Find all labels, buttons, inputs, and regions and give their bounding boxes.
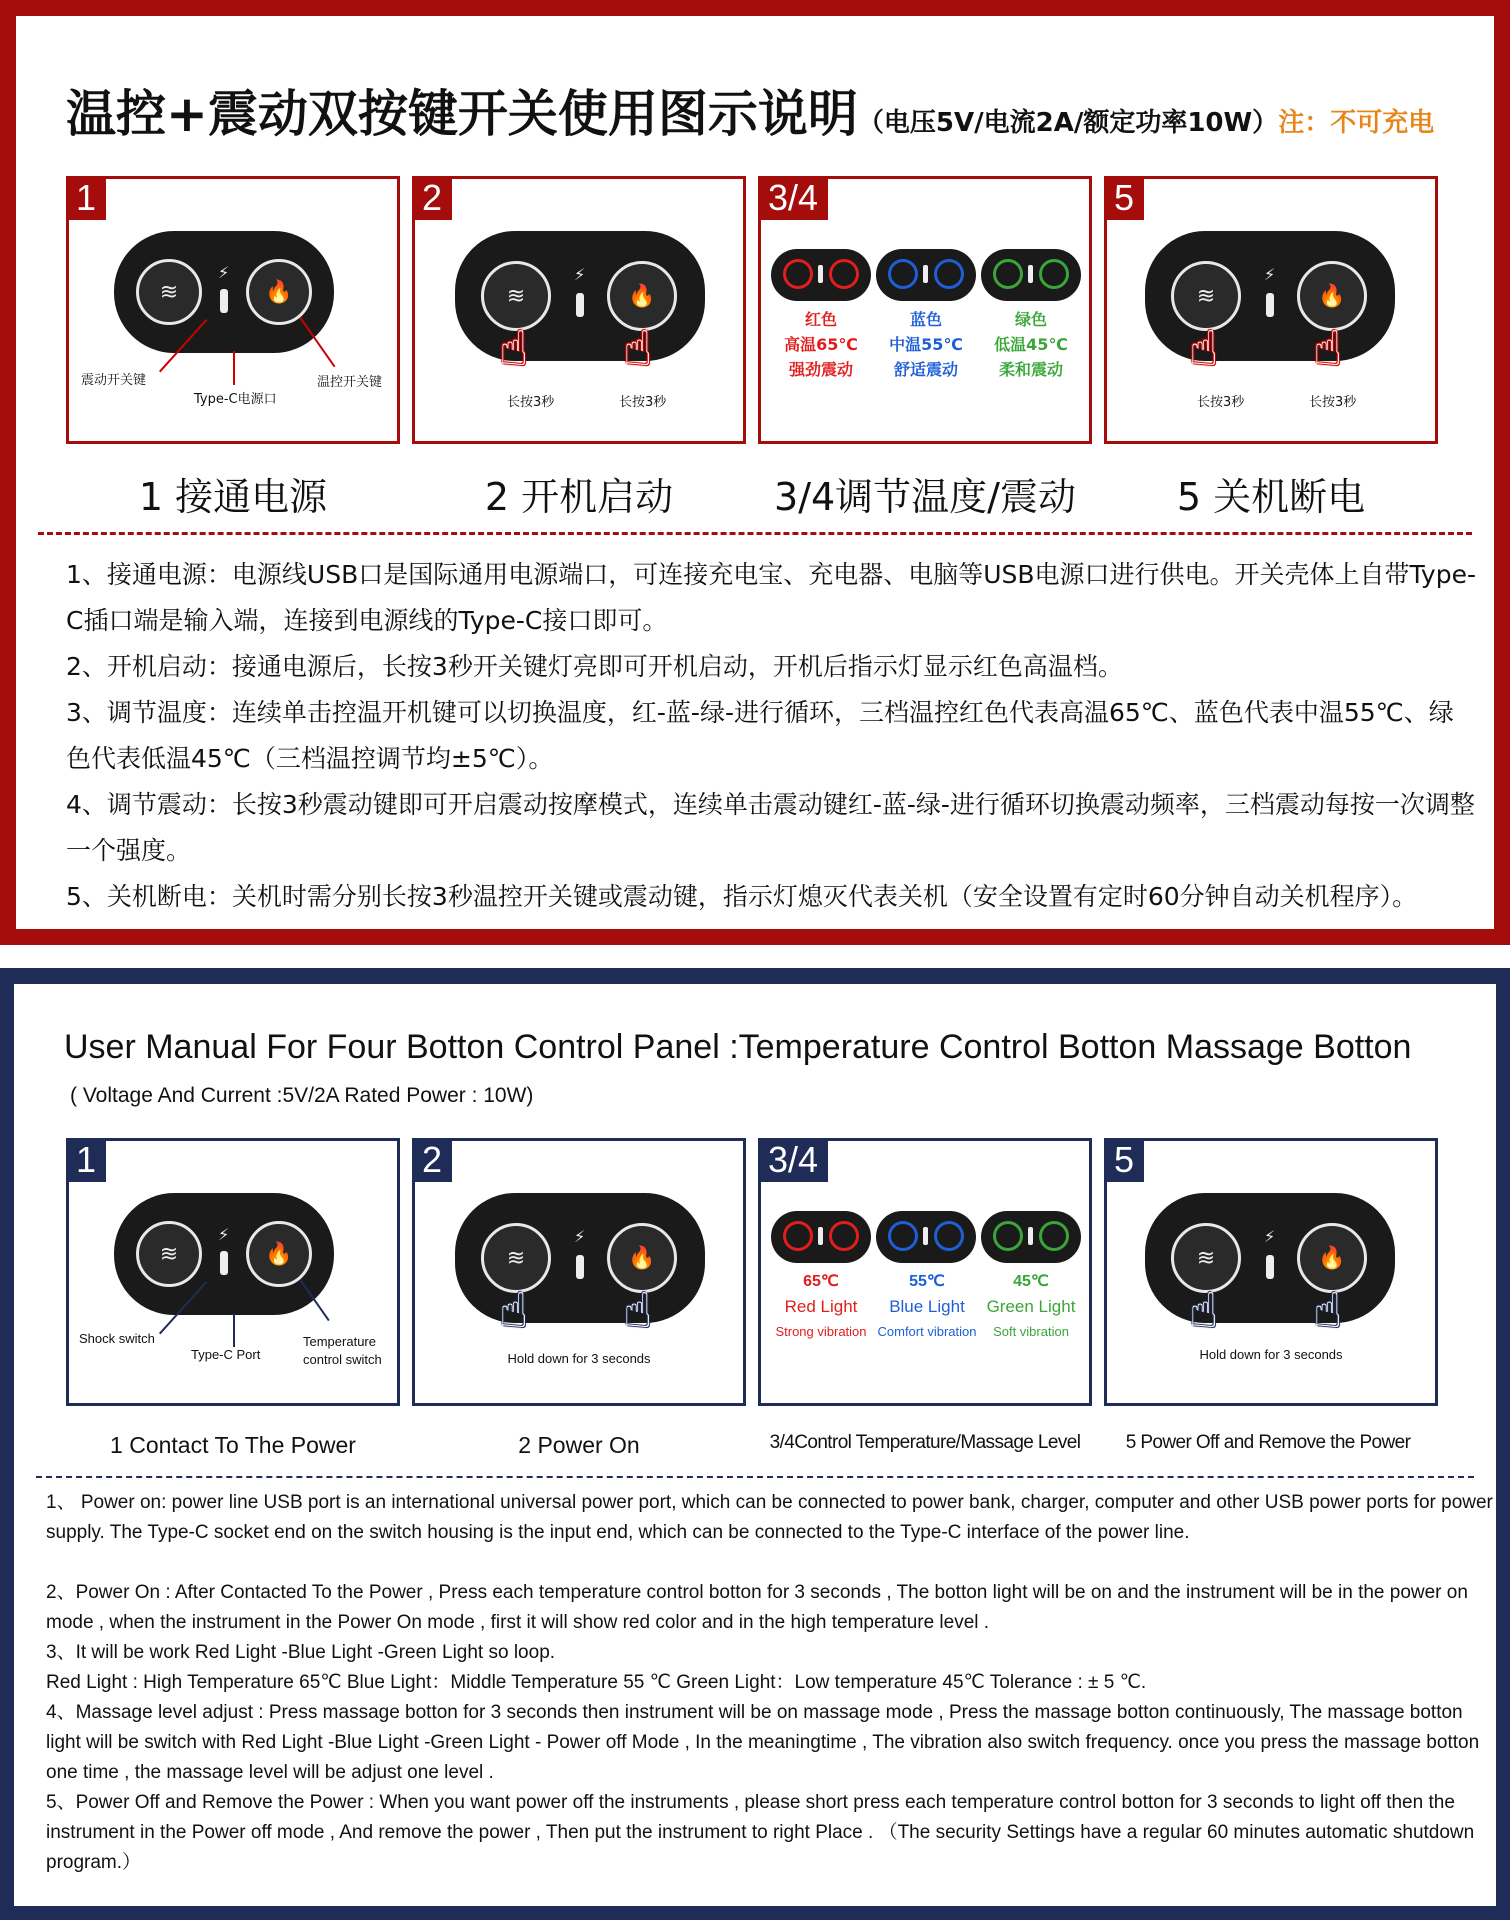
caption-step-3-4-en: 3/4Control Temperature/Massage Level bbox=[769, 1432, 1081, 1453]
mode-vibration: Soft vibration bbox=[993, 1324, 1069, 1339]
page-title bbox=[66, 74, 1434, 146]
mode-vibration: 柔和震动 bbox=[998, 360, 1063, 379]
green-ring bbox=[1039, 1221, 1069, 1251]
mini-device-red bbox=[771, 1211, 871, 1263]
vibration-icon: ≋ bbox=[1196, 283, 1216, 309]
green-ring bbox=[993, 1221, 1023, 1251]
flame-icon: 🔥 bbox=[628, 1245, 656, 1271]
instruction-3-detail-en: Red Light : High Temperature 65℃ Blue Light：Middle Temperature 55 ℃ Green Light：Low temperature 45℃ Tolerance : ± 5 ℃. bbox=[46, 1672, 1147, 1693]
mini-device-blue bbox=[876, 249, 976, 301]
step-number: 3/4 bbox=[758, 1138, 828, 1182]
mode-temp: 中温55℃ bbox=[889, 335, 963, 354]
blue-ring bbox=[934, 259, 964, 289]
mode-vibration: 舒适震动 bbox=[893, 360, 958, 379]
type-c-port-icon bbox=[923, 1227, 928, 1245]
flame-icon: 🔥 bbox=[1318, 1245, 1346, 1271]
caption-step-5: 5 关机断电 bbox=[1176, 475, 1366, 519]
mini-device-blue bbox=[876, 1211, 976, 1263]
type-c-port-icon bbox=[220, 1251, 228, 1275]
blue-ring bbox=[888, 259, 918, 289]
panel-connect-power bbox=[66, 176, 400, 444]
mode-temp: 55℃ bbox=[909, 1273, 945, 1290]
lightning-icon: ⚡ bbox=[574, 1227, 586, 1246]
step-number: 3/4 bbox=[758, 176, 828, 220]
english-content bbox=[14, 984, 1496, 1906]
step-number: 1 bbox=[66, 1138, 106, 1182]
switch-device bbox=[1145, 1193, 1395, 1323]
panel-power-on bbox=[412, 176, 746, 444]
type-c-port-icon bbox=[818, 265, 823, 283]
type-c-port-icon bbox=[1266, 293, 1274, 317]
lightning-icon: ⚡ bbox=[218, 263, 230, 282]
step-number: 2 bbox=[412, 1138, 452, 1182]
type-c-port-icon bbox=[818, 1227, 823, 1245]
caption-step-5-en: 5 Power Off and Remove the Power bbox=[1125, 1432, 1411, 1453]
mode-color: 蓝色 bbox=[909, 310, 942, 329]
blue-ring bbox=[888, 1221, 918, 1251]
spec-subtitle-en: ( Voltage And Current :5V/2A Rated Power : 10W) bbox=[70, 1084, 534, 1107]
type-c-port-icon bbox=[576, 1255, 584, 1279]
mode-blue-text bbox=[871, 1269, 983, 1344]
lightning-icon: ⚡ bbox=[574, 265, 586, 284]
finger-press-icon: ☝ bbox=[499, 1283, 529, 1339]
mode-light: Red Light bbox=[784, 1297, 858, 1316]
vibration-switch-label: 震动开关键 bbox=[81, 373, 147, 388]
switch-device bbox=[114, 231, 334, 353]
caption-step-2-en: 2 Power On bbox=[518, 1432, 640, 1458]
finger-press-icon: ☝ bbox=[623, 321, 653, 377]
mode-red-text bbox=[771, 307, 871, 382]
english-section bbox=[0, 968, 1510, 1920]
page-title-en: User Manual For Four Botton Control Panel :Temperature Control Botton Massage Botton bbox=[64, 1028, 1412, 1066]
panel-power-off-en bbox=[1104, 1138, 1438, 1406]
warning-note: 注：不可充电 bbox=[1278, 108, 1435, 138]
spec-text: （电压5V/电流2A/额定功率10W） bbox=[857, 108, 1279, 138]
instruction-4-en: 4、Massage level adjust : Press massage botton for 3 seconds then instrument will be on massage mode , Press the massage botton continuously, The massage botton light will be switch with Red Light -Blue Light -Green Light - Power off Mode , In the meaningtime , The vibration also switch frequency. once you press the massage botton one time , the massage level will be adjust one level . bbox=[46, 1702, 1480, 1783]
finger-press-icon: ☝ bbox=[1313, 321, 1343, 377]
instruction-2-en: 2、Power On : After Contacted To the Power , Press each temperature control botton for 3 seconds , The botton light will be on and the instrument will be in the power on mode , when the instrument in the Power On mode , first it will show red color and in the high temperature level . bbox=[46, 1582, 1468, 1633]
flame-icon: 🔥 bbox=[265, 279, 293, 305]
flame-icon: 🔥 bbox=[628, 283, 656, 309]
mode-vibration: 强劲震动 bbox=[788, 360, 853, 379]
type-c-port-icon bbox=[576, 293, 584, 317]
mode-blue-text bbox=[876, 307, 976, 382]
pointer-line bbox=[233, 351, 235, 385]
step-number: 2 bbox=[412, 176, 452, 220]
hold-3s-label: Hold down for 3 seconds bbox=[507, 1351, 651, 1366]
instruction-1-en: 1、 Power on: power line USB port is an international universal power port, which can be connected to power bank, charger, computer and other USB power ports for power supply. The Type-C socket end on the switch housing is the input end, which can be connected to the Type-C interface of the power line. bbox=[46, 1492, 1493, 1543]
dashed-divider bbox=[38, 532, 1472, 535]
vibration-button bbox=[136, 1221, 202, 1287]
type-c-port-icon bbox=[1028, 265, 1033, 283]
switch-device bbox=[455, 231, 705, 361]
mode-temp: 高温65℃ bbox=[784, 335, 858, 354]
instruction-5-en: 5、Power Off and Remove the Power : When you want power off the instruments , please short press each temperature control botton for 3 seconds to light off then the instrument in the Power off mode , And remove the power , Then put the instrument to right Place . （The security Settings have a regular 60 minutes automatic shutdown program.） bbox=[46, 1792, 1475, 1873]
step-number: 1 bbox=[66, 176, 106, 220]
mode-light: Blue Light bbox=[889, 1297, 965, 1316]
title-text: 温控+震动双按键开关使用图示说明 bbox=[66, 85, 858, 143]
mode-green-text bbox=[981, 307, 1081, 382]
finger-press-icon: ☝ bbox=[499, 321, 529, 377]
type-c-port-icon bbox=[1028, 1227, 1033, 1245]
instruction-3: 3、调节温度：连续单击控温开机键可以切换温度，红-蓝-绿-进行循环，三档温控红色代表高温65℃、蓝色代表中温55℃、绿色代表低温45℃（三档温控调节均±5℃）。 bbox=[66, 698, 1454, 773]
mode-color: 绿色 bbox=[1014, 310, 1047, 329]
hold-3s-label-right: 长按3秒 bbox=[1309, 395, 1357, 410]
vibration-icon: ≋ bbox=[159, 1241, 179, 1267]
heat-button bbox=[246, 259, 312, 325]
temperature-switch-label: Temperature control switch bbox=[303, 1334, 382, 1367]
flame-icon: 🔥 bbox=[265, 1241, 293, 1267]
mini-device-green bbox=[981, 249, 1081, 301]
blue-ring bbox=[934, 1221, 964, 1251]
mode-color: 红色 bbox=[804, 310, 837, 329]
green-ring bbox=[993, 259, 1023, 289]
finger-press-icon: ☝ bbox=[1313, 1283, 1343, 1339]
caption-step-1: 1 接通电源 bbox=[138, 475, 328, 519]
finger-press-icon: ☝ bbox=[1189, 1283, 1219, 1339]
red-ring bbox=[829, 1221, 859, 1251]
dashed-divider bbox=[36, 1476, 1474, 1478]
type-c-port-icon bbox=[220, 289, 228, 313]
mode-temp: 65℃ bbox=[803, 1273, 839, 1290]
flame-icon: 🔥 bbox=[1318, 283, 1346, 309]
switch-device bbox=[1145, 231, 1395, 361]
lightning-icon: ⚡ bbox=[1264, 265, 1276, 284]
mini-device-red bbox=[771, 249, 871, 301]
caption-step-2: 2 开机启动 bbox=[484, 475, 674, 519]
mode-temp: 低温45℃ bbox=[994, 335, 1068, 354]
panel-connect-power-en bbox=[66, 1138, 400, 1406]
vibration-icon: ≋ bbox=[1196, 1245, 1216, 1271]
mode-green-text bbox=[975, 1269, 1087, 1344]
chinese-content bbox=[16, 16, 1494, 929]
finger-press-icon: ☝ bbox=[623, 1283, 653, 1339]
vibration-button bbox=[136, 259, 202, 325]
mode-vibration: Strong vibration bbox=[775, 1324, 867, 1339]
caption-step-1-en: 1 Contact To The Power bbox=[110, 1432, 356, 1458]
hold-3s-label: Hold down for 3 seconds bbox=[1199, 1347, 1343, 1362]
pointer-line bbox=[233, 1313, 235, 1347]
step-number: 5 bbox=[1104, 176, 1144, 220]
type-c-port-icon bbox=[1266, 1255, 1274, 1279]
instruction-2: 2、开机启动：接通电源后，长按3秒开关键灯亮即可开机启动，开机后指示灯显示红色高温档。 bbox=[66, 652, 1123, 681]
vibration-icon: ≋ bbox=[506, 1245, 526, 1271]
mode-temp: 45℃ bbox=[1013, 1273, 1049, 1290]
type-c-port-label: Type-C电源口 bbox=[194, 392, 277, 407]
type-c-port-label: Type-C Port bbox=[191, 1347, 261, 1362]
instruction-4: 4、调节震动：长按3秒震动键即可开启震动按摩模式，连续单击震动键红-蓝-绿-进行循环切换震动频率，三档震动每按一次调整一个强度。 bbox=[66, 790, 1475, 865]
section-gap bbox=[0, 945, 1510, 968]
vibration-icon: ≋ bbox=[159, 279, 179, 305]
caption-step-3-4: 3/4调节温度/震动 bbox=[774, 475, 1076, 519]
shock-switch-label: Shock switch bbox=[79, 1331, 155, 1346]
chinese-section bbox=[0, 0, 1510, 945]
temperature-switch-label: 温控开关键 bbox=[317, 375, 383, 390]
type-c-port-icon bbox=[923, 265, 928, 283]
red-ring bbox=[783, 1221, 813, 1251]
mode-red-text bbox=[765, 1269, 877, 1344]
switch-device bbox=[455, 1193, 705, 1323]
red-ring bbox=[783, 259, 813, 289]
switch-device bbox=[114, 1193, 334, 1315]
mode-light: Green Light bbox=[986, 1297, 1076, 1316]
lightning-icon: ⚡ bbox=[1264, 1227, 1276, 1246]
instruction-1: 1、接通电源：电源线USB口是国际通用电源端口，可连接充电宝、充电器、电脑等USB电源口进行供电。开关壳体上自带Type-C插口端是输入端，连接到电源线的Type-C接口即可。 bbox=[66, 560, 1476, 635]
hold-3s-label-right: 长按3秒 bbox=[619, 395, 667, 410]
step-number: 5 bbox=[1104, 1138, 1144, 1182]
mode-vibration: Comfort vibration bbox=[877, 1324, 977, 1339]
hold-3s-label-left: 长按3秒 bbox=[507, 395, 555, 410]
red-ring bbox=[829, 259, 859, 289]
vibration-icon: ≋ bbox=[506, 283, 526, 309]
panel-power-off bbox=[1104, 176, 1438, 444]
lightning-icon: ⚡ bbox=[218, 1225, 230, 1244]
panel-power-on-en bbox=[412, 1138, 746, 1406]
green-ring bbox=[1039, 259, 1069, 289]
hold-3s-label-left: 长按3秒 bbox=[1197, 395, 1245, 410]
finger-press-icon: ☝ bbox=[1189, 321, 1219, 377]
panel-adjust-modes bbox=[758, 176, 1092, 444]
instruction-5: 5、关机断电：关机时需分别长按3秒温控开关键或震动键，指示灯熄灭代表关机（安全设置有定时60分钟自动关机程序）。 bbox=[66, 882, 1418, 911]
panel-adjust-modes-en bbox=[758, 1138, 1092, 1406]
instruction-3-en: 3、It will be work Red Light -Blue Light -Green Light so loop. bbox=[46, 1642, 556, 1663]
mini-device-green bbox=[981, 1211, 1081, 1263]
heat-button bbox=[246, 1221, 312, 1287]
